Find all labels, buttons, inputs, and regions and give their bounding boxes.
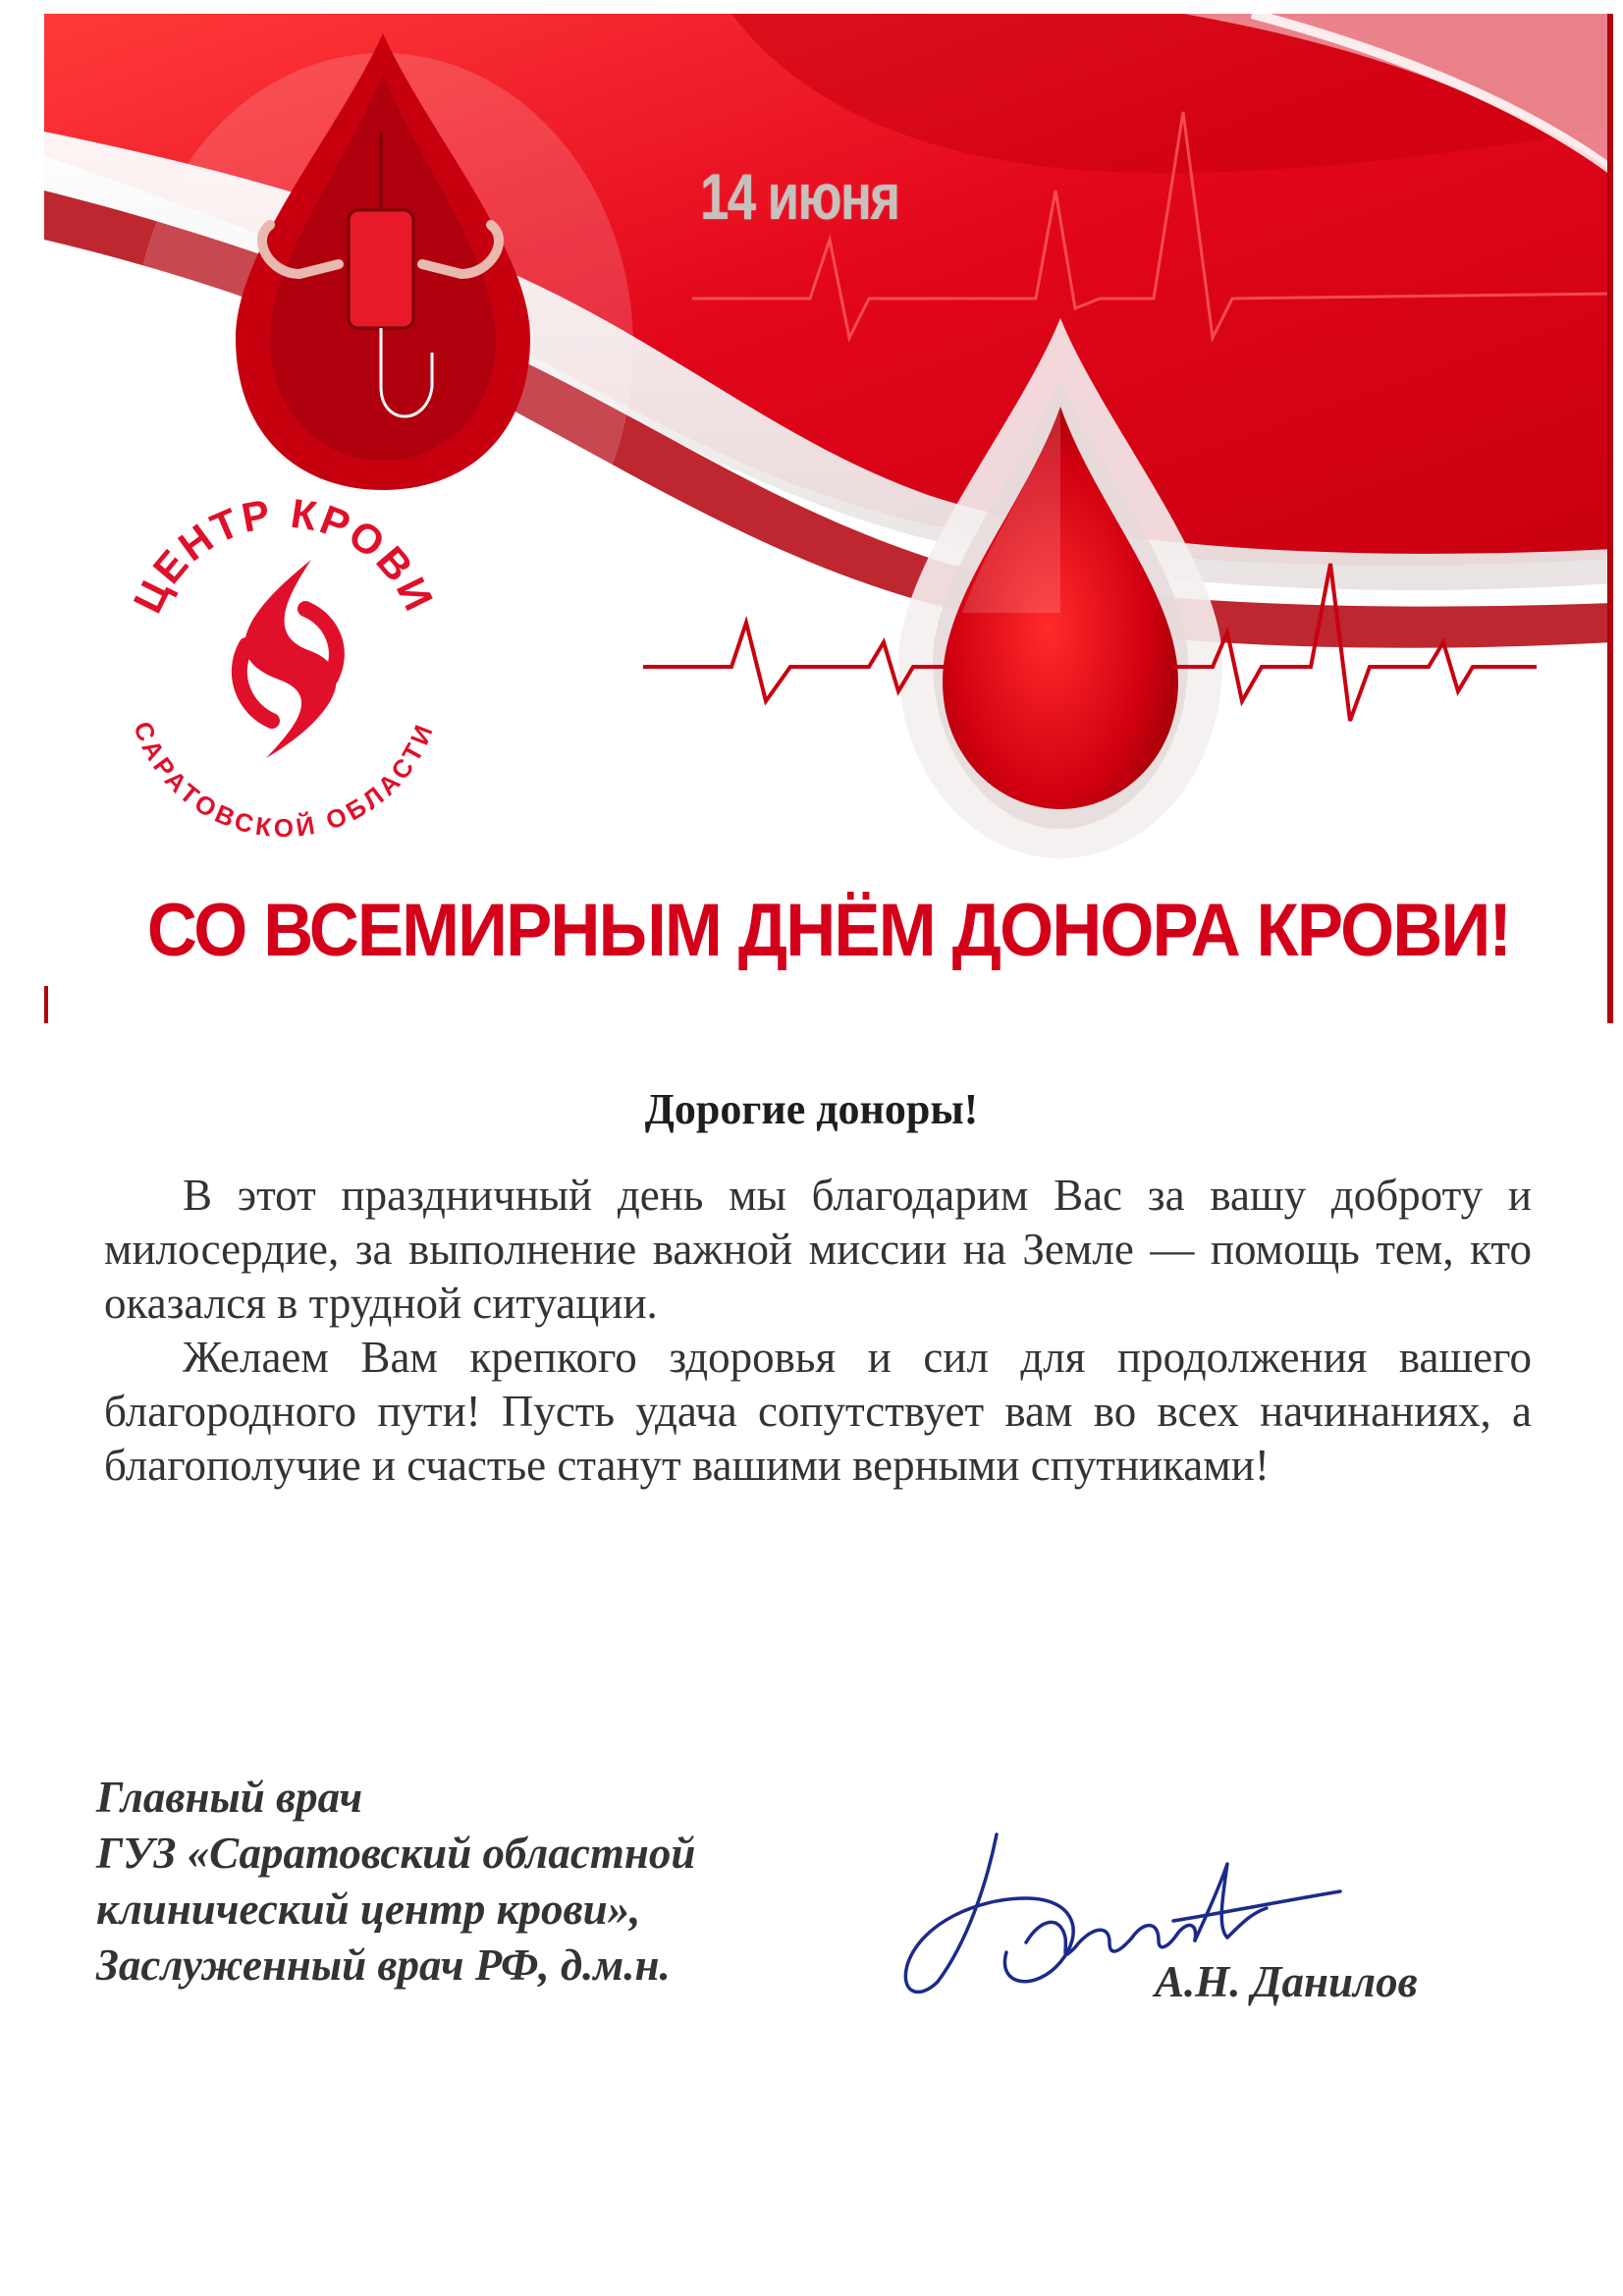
logo-text-top: ЦЕНТР КРОВИ <box>124 489 444 621</box>
paragraph: В этот праздничный день мы благодарим Вас за вашу доброту и милосердие, за выполнение важной миссии на Земле — помощь тем, кто оказался в трудной ситуации. <box>104 1171 1532 1328</box>
paragraph: Желаем Вам крепкого здоровья и сил для продолжения вашего благородного пути! Пусть удача сопутствует вам во всех начинаниях, а благополучие и счастье станут вашими верными спутниками! <box>104 1333 1532 1490</box>
signer-name: А.Н. Данилов <box>1155 1957 1418 2006</box>
signer-title-line: клинический центр крови», <box>96 1885 641 1934</box>
event-date: 14 июня <box>700 160 899 233</box>
signer-title-line: Главный врач <box>96 1773 363 1822</box>
logo-text-bottom: САРАТОВСКОЙ ОБЛАСТИ <box>128 717 440 844</box>
svg-text:САРАТОВСКОЙ ОБЛАСТИ <box>128 718 440 844</box>
signer-title-line: Заслуженный врач РФ, д.м.н. <box>96 1941 671 1990</box>
logo-s-drop-icon <box>240 560 337 758</box>
signer-title-block <box>96 1770 842 1994</box>
signer-title-line: ГУЗ «Саратовский областной <box>96 1829 696 1878</box>
blood-center-logo <box>87 473 480 866</box>
header-banner <box>44 14 1613 1023</box>
headline: СО ВСЕМИРНЫМ ДНЁМ ДОНОРА КРОВИ! <box>146 889 1511 972</box>
letter-body <box>104 1169 1532 1493</box>
greeting: Дорогие доноры! <box>644 1085 979 1133</box>
